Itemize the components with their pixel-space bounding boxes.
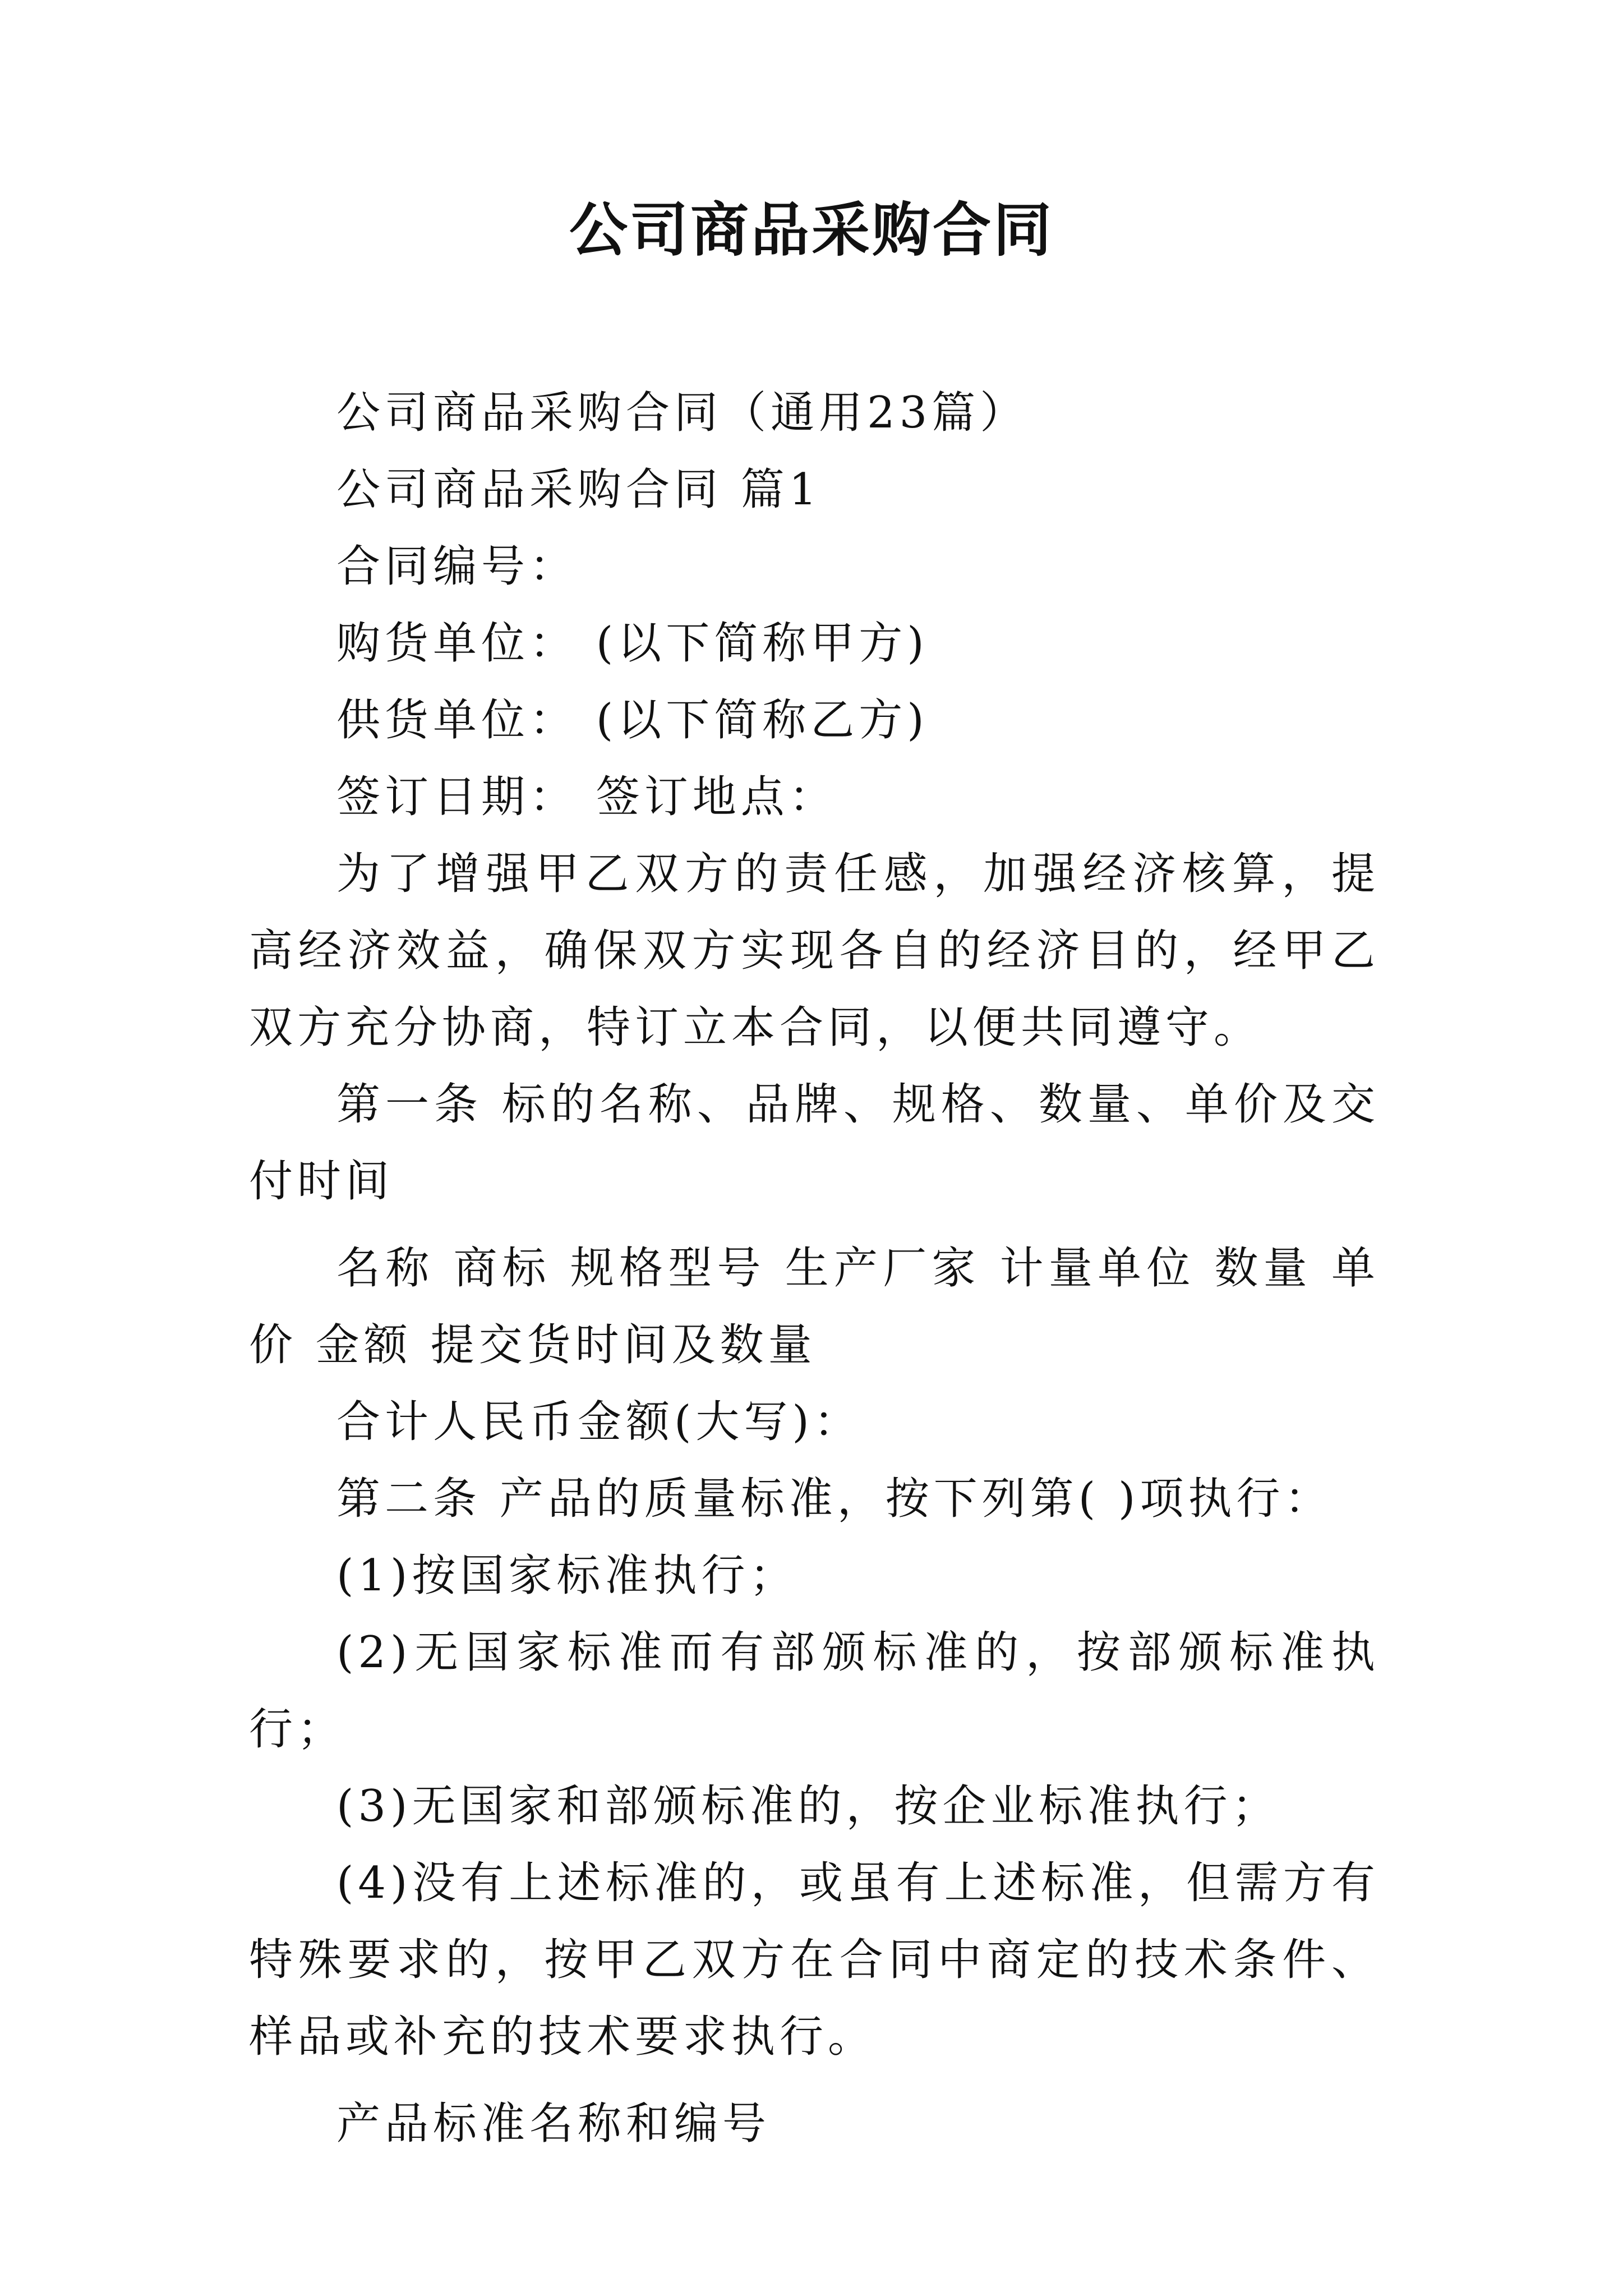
paragraph-standard-1: (1)按国家标准执行；: [336, 1550, 798, 1601]
paragraph-total-amount: 合计人民币金额(大写)：: [336, 1397, 862, 1447]
paragraph-preamble: 为了增强甲乙双方的责任感，加强经济核算，提高经济效益，确保双方实现各自的经济目的，经甲乙双方充分协商，特订立本合同，以便共同遵守。: [249, 849, 1380, 1053]
paragraph-chapter-heading: 公司商品采购合同 篇1: [336, 464, 822, 515]
paragraph-article-2: 第二条 产品的质量标准，按下列第( )项执行：: [336, 1474, 1333, 1524]
paragraph-contract-number: 合同编号：: [336, 541, 578, 592]
paragraph-standard-2: (2)无国家标准而有部颁标准的，按部颁标准执行；: [249, 1627, 1380, 1755]
paragraph-article-1: 第一条 标的名称、品牌、规格、数量、单价及交付时间: [249, 1079, 1380, 1207]
paragraph-supplier: 供货单位： (以下简称乙方): [336, 695, 929, 746]
paragraph-standard-3: (3)无国家和部颁标准的，按企业标准执行；: [336, 1781, 1280, 1832]
paragraph-standard-4: (4)没有上述标准的，或虽有上述标准，但需方有特殊要求的，按甲乙双方在合同中商定的技术条件、样品或补充的技术要求执行。: [249, 1858, 1380, 2062]
paragraph-standard-name: 产品标准名称和编号: [336, 2099, 771, 2149]
paragraph-item-columns: 名称 商标 规格型号 生产厂家 计量单位 数量 单价 金额 提交货时间及数量: [249, 1243, 1380, 1370]
paragraph-buyer: 购货单位： (以下简称甲方): [336, 618, 929, 669]
document-body: [249, 375, 1380, 2162]
paragraph-subtitle: 公司商品采购合同（通用23篇）: [336, 388, 1029, 438]
paragraph-sign-date-place: 签订日期： 签订地点：: [336, 772, 837, 822]
document-title: 公司商品采购合同: [569, 195, 1054, 264]
